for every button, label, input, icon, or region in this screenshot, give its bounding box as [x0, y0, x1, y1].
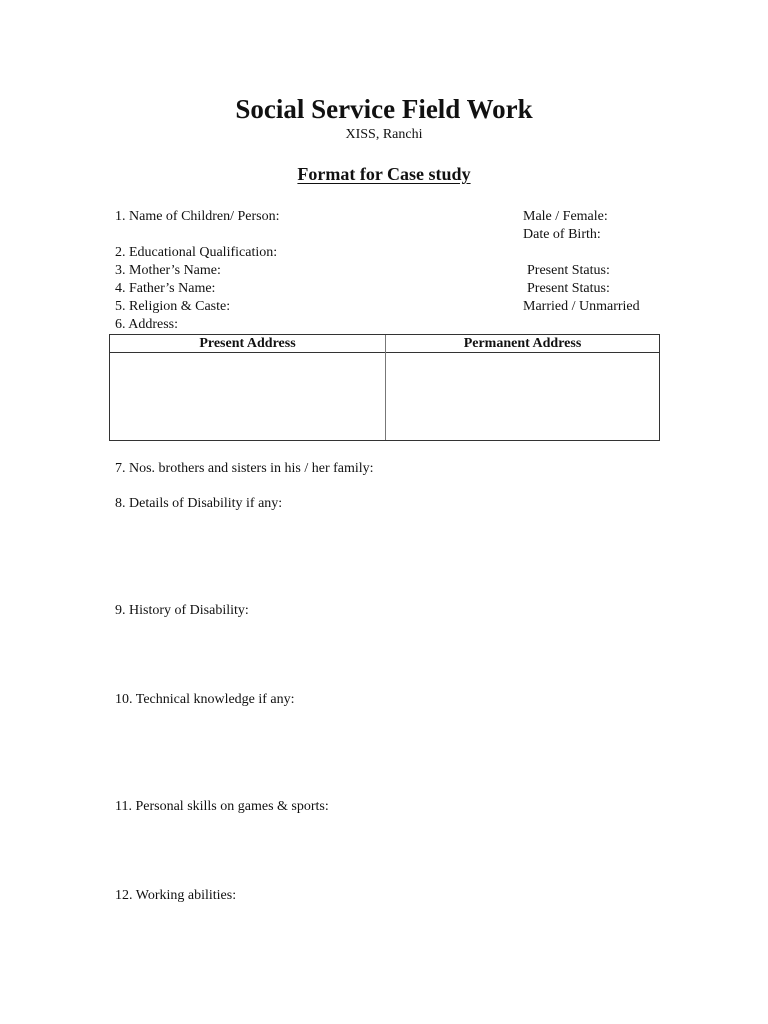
question-siblings: 7. Nos. brothers and sisters in his / her family: [115, 461, 374, 476]
field-gender-label: Male / Female: [523, 209, 608, 224]
field-education-label: 2. Educational Qualification: [115, 245, 278, 260]
field-mother-status-label: Present Status: [527, 263, 610, 278]
form-heading-text: Format for Case study [297, 164, 471, 184]
institution-name: XISS, Ranchi [345, 127, 423, 142]
present-address-header: Present Address [199, 336, 296, 351]
field-father-status-label: Present Status: [527, 281, 610, 296]
form-heading [0, 162, 768, 186]
field-marital-label: Married / Unmarried [523, 299, 640, 314]
question-technical-knowledge: 10. Technical knowledge if any: [115, 692, 295, 707]
present-address-cell[interactable] [110, 353, 385, 440]
address-table [109, 334, 660, 441]
field-mother-label: 3. Mother’s Name: [115, 263, 221, 278]
permanent-address-cell[interactable] [386, 353, 659, 440]
field-father-label: 4. Father’s Name: [115, 281, 216, 296]
field-religion-label: 5. Religion & Caste: [115, 299, 231, 314]
question-disability-details: 8. Details of Disability if any: [115, 496, 283, 511]
field-name-label: 1. Name of Children/ Person: [115, 209, 280, 224]
question-disability-history: 9. History of Disability: [115, 603, 249, 618]
field-address-label: 6. Address: [115, 317, 178, 332]
document-title: Social Service Field Work [235, 94, 533, 124]
question-working-abilities: 12. Working abilities: [115, 888, 237, 903]
question-games-sports: 11. Personal skills on games & sports: [115, 799, 329, 814]
field-dob-label: Date of Birth: [523, 227, 601, 242]
permanent-address-header: Permanent Address [463, 336, 582, 351]
